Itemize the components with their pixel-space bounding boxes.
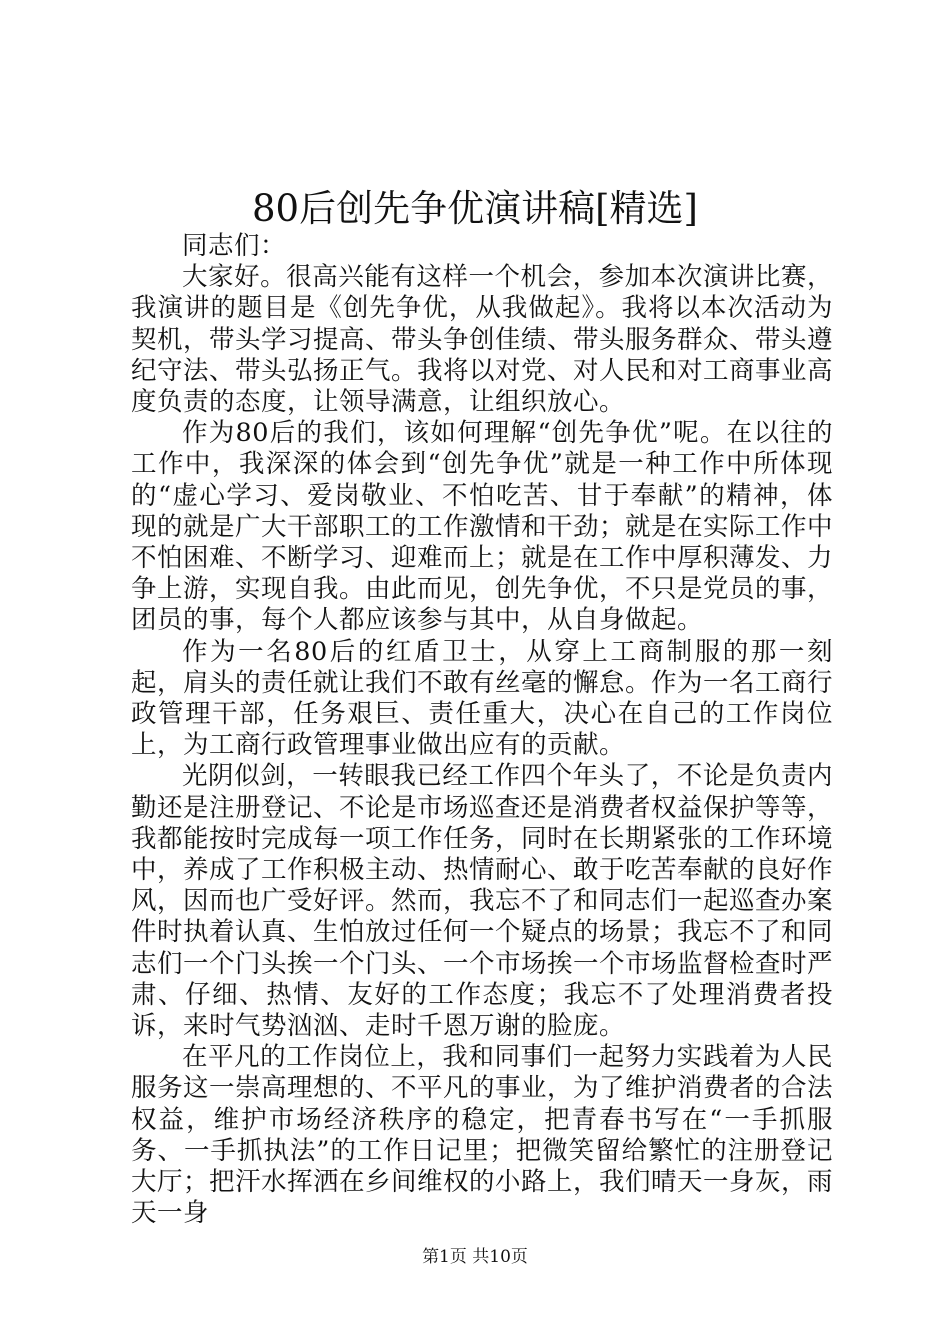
document-body [131,231,833,1230]
body-paragraph: 大家好。很高兴能有这样一个机会，参加本次演讲比赛，我演讲的题目是《创先争优，从我做起》。我将以本次活动为契机，带头学习提高、带头争创佳绩、带头服务群众、带头遵纪守法、带头弘扬正气。我将以对党、对人民和对工商事业高度负责的态度，让领导满意，让组织放心。 [131,262,834,418]
greeting-paragraph: 同志们： [182,231,287,261]
body-paragraph: 作为80后的我们，该如何理解“创先争优”呢。在以往的工作中，我深深的体会到“创先争优”就是一种工作中所体现的“虚心学习、爱岗敬业、不怕吃苦、甘于奉献”的精神，体现的就是广大干部职工的工作激情和干劲；就是在实际工作中不怕困难、不断学习、迎难而上；就是在工作中厚积薄发、力争上游，实现自我。由此而见，创先争优，不只是党员的事，团员的事，每个人都应该参与其中，从自身做起。 [131,418,834,636]
body-paragraph: 光阴似剑，一转眼我已经工作四个年头了，不论是负责内勤还是注册登记、不论是市场巡查还是消费者权益保护等等，我都能按时完成每一项工作任务，同时在长期紧张的工作环境中，养成了工作积极主动、热情耐心、敢于吃苦奉献的良好作风，因而也广受好评。然而，我忘不了和同志们一起巡查办案件时执着认真、生怕放过任何一个疑点的场景；我忘不了和同志们一个门头挨一个门头、一个市场挨一个市场监督检查时严肃、仔细、热情、友好的工作态度；我忘不了处理消费者投诉，来时气势汹汹、走时千恩万谢的脸庞。 [131,761,834,1042]
document-title: 80后创先争优演讲稿[精选] [252,187,698,230]
body-paragraph: 在平凡的工作岗位上，我和同事们一起努力实践着为人民服务这一崇高理想的、不平凡的事业，为了维护消费者的合法权益，维护市场经济秩序的稳定，把青春书写在“一手抓服务、一手抓执法”的工作日记里；把微笑留给繁忙的注册登记大厅；把汗水挥洒在乡间维权的小路上，我们晴天一身灰，雨天一身 [131,1042,834,1229]
body-paragraph: 作为一名80后的红盾卫士，从穿上工商制服的那一刻起，肩头的责任就让我们不敢有丝毫的懈怠。作为一名工商行政管理干部，任务艰巨、责任重大，决心在自己的工作岗位上，为工商行政管理事业做出应有的贡献。 [131,636,834,761]
page-number-footer: 第1页 共10页 [422,1247,528,1267]
